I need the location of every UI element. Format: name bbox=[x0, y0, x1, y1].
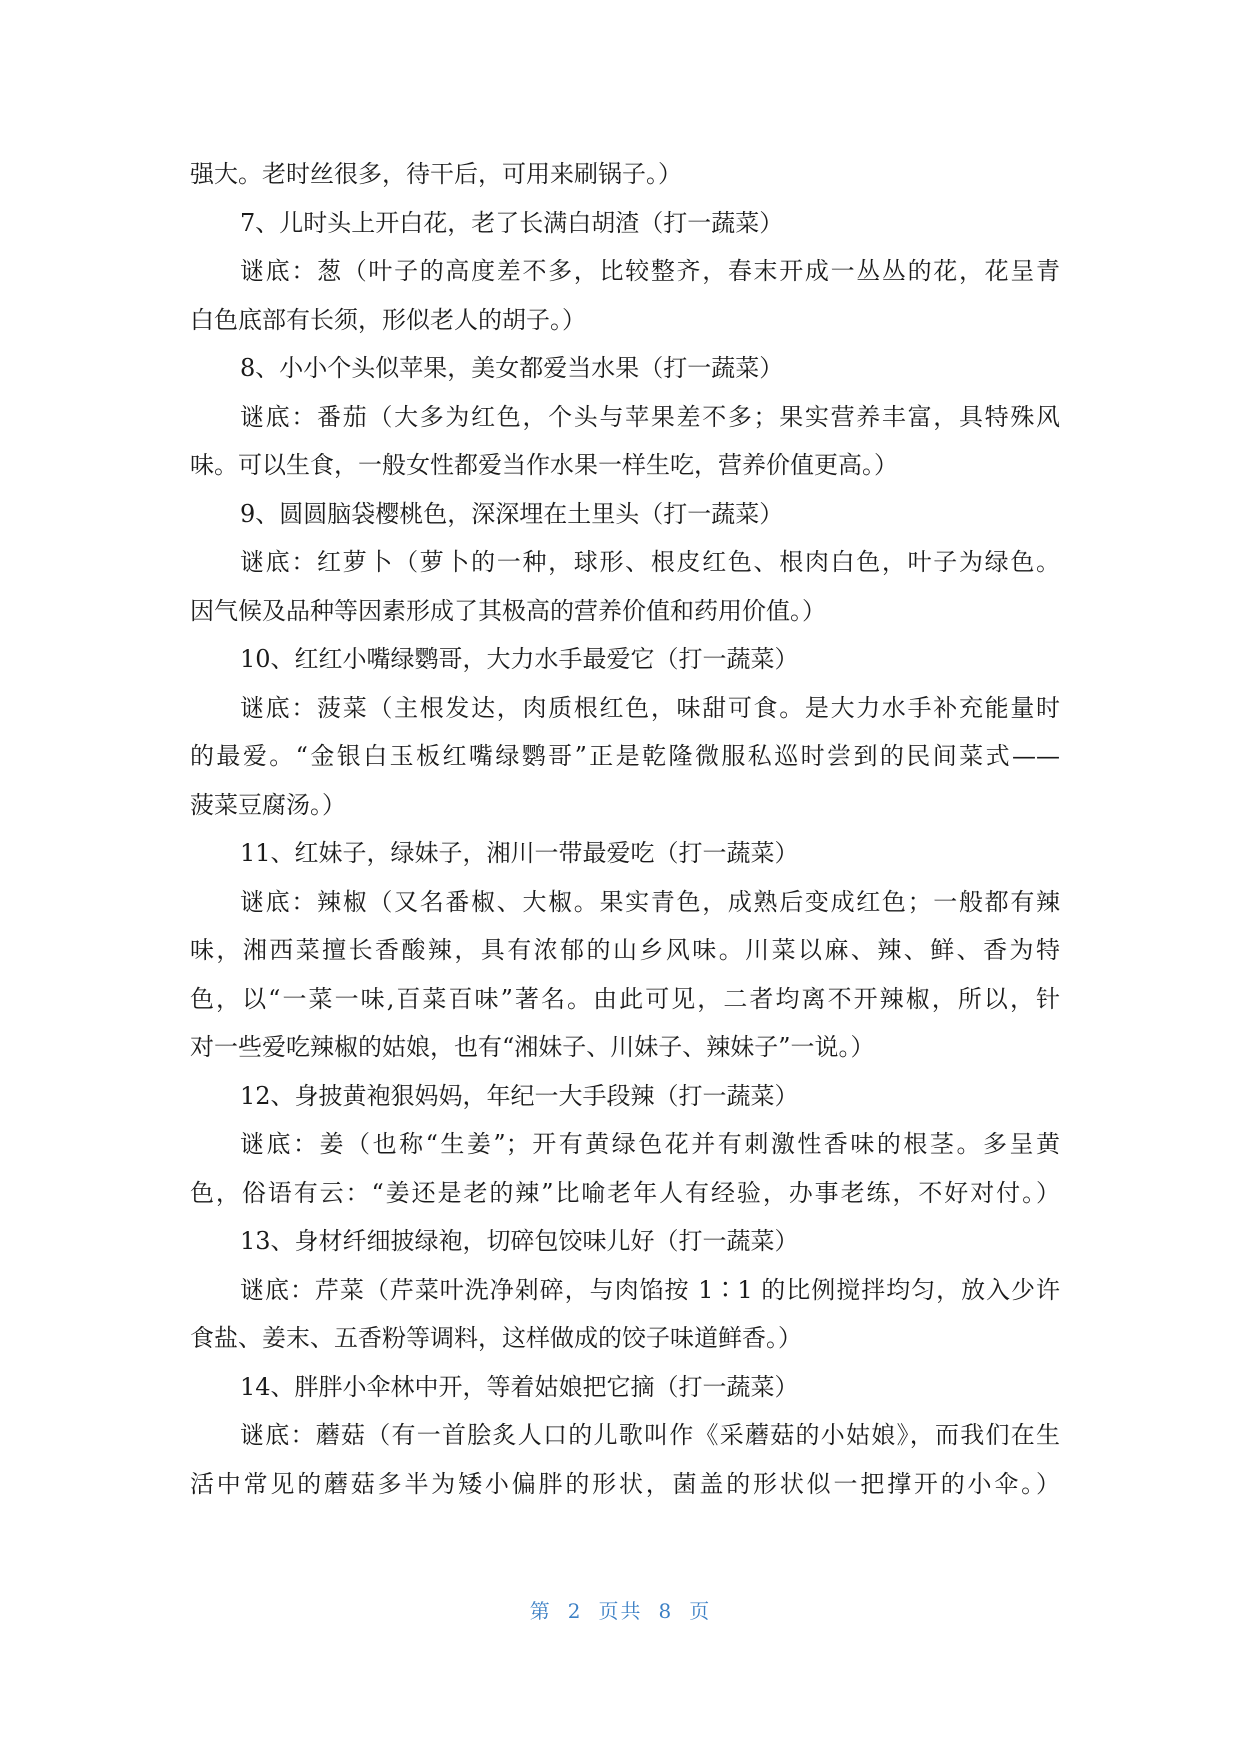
riddle-question: 9、圆圆脑袋樱桃色，深深埋在土里头（打一蔬菜） bbox=[240, 499, 784, 528]
riddle-answer: 谜底：红萝卜（萝卜的一种，球形、根皮红色、根肉白色，叶子为绿色。 bbox=[240, 548, 1060, 576]
page-footer bbox=[0, 1595, 1241, 1624]
footer-suffix: 页 bbox=[689, 1599, 712, 1623]
riddle-question: 10、红红小嘴绿鹦哥，大力水手最爱它（打一蔬菜） bbox=[240, 645, 799, 673]
footer-page-number: 2 bbox=[567, 1599, 583, 1623]
footer-prefix: 第 bbox=[529, 1599, 552, 1623]
footer-middle: 页共 bbox=[598, 1599, 643, 1623]
text-line: 色，以“一菜一味,百菜百味”著名。由此可见，二者均离不开辣椒，所以，针 bbox=[190, 984, 1060, 1013]
riddle-question: 12、身披黄袍狠妈妈，年纪一大手段辣（打一蔬菜） bbox=[240, 1081, 799, 1110]
text-line: 食盐、姜末、五香粉等调料，这样做成的饺子味道鲜香。） bbox=[190, 1324, 802, 1352]
text-line: 白色底部有长须，形似老人的胡子。） bbox=[190, 305, 586, 334]
riddle-question: 14、胖胖小伞林中开，等着姑娘把它摘（打一蔬菜） bbox=[240, 1372, 799, 1401]
riddle-question: 7、儿时头上开白花，老了长满白胡渣（打一蔬菜） bbox=[240, 208, 784, 237]
riddle-question: 8、小小个头似苹果，美女都爱当水果（打一蔬菜） bbox=[240, 354, 784, 382]
text-line: 的最爱。“金银白玉板红嘴绿鹦哥”正是乾隆微服私巡时尝到的民间菜式—— bbox=[190, 742, 1060, 770]
riddle-answer: 谜底：蘑菇（有一首脍炙人口的儿歌叫作《采蘑菇的小姑娘》，而我们在生 bbox=[240, 1421, 1060, 1449]
text-line: 活中常见的蘑菇多半为矮小偏胖的形状，菌盖的形状似一把撑开的小伞。） bbox=[190, 1469, 1060, 1498]
riddle-answer: 谜底：姜（也称“生姜”；开有黄绿色花并有刺激性香味的根茎。多呈黄 bbox=[240, 1130, 1060, 1158]
document-body bbox=[190, 150, 1060, 1508]
riddle-question: 13、身材纤细披绿袍，切碎包饺味儿好（打一蔬菜） bbox=[240, 1227, 799, 1255]
text-line: 对一些爱吃辣椒的姑娘，也有“湘妹子、川妹子、辣妹子”一说。） bbox=[190, 1033, 875, 1061]
riddle-answer: 谜底：辣椒（又名番椒、大椒。果实青色，成熟后变成红色；一般都有辣 bbox=[240, 887, 1060, 916]
text-line: 强大。老时丝很多，待干后，可用来刷锅子。） bbox=[190, 160, 682, 188]
riddle-question: 11、红妹子，绿妹子，湘川一带最爱吃（打一蔬菜） bbox=[240, 839, 799, 867]
text-line: 因气候及品种等因素形成了其极高的营养价值和药用价值。） bbox=[190, 596, 826, 625]
text-line: 味。可以生食，一般女性都爱当作水果一样生吃，营养价值更高。） bbox=[190, 451, 898, 479]
text-line: 色，俗语有云：“姜还是老的辣”比喻老年人有经验，办事老练，不好对付。） bbox=[190, 1178, 1060, 1207]
riddle-answer: 谜底：菠菜（主根发达，肉质根红色，味甜可食。是大力水手补充能量时 bbox=[240, 693, 1060, 722]
text-line: 菠菜豆腐汤。） bbox=[190, 790, 346, 819]
riddle-answer: 谜底：芹菜（芹菜叶洗净剁碎，与肉馅按 1∶1 的比例搅拌均匀，放入少许 bbox=[240, 1275, 1060, 1304]
footer-total-pages: 8 bbox=[658, 1599, 674, 1623]
riddle-answer: 谜底：葱（叶子的高度差不多，比较整齐，春末开成一丛丛的花，花呈青 bbox=[240, 257, 1060, 285]
text-line: 味，湘西菜擅长香酸辣，具有浓郁的山乡风味。川菜以麻、辣、鲜、香为特 bbox=[190, 936, 1060, 964]
riddle-answer: 谜底：番茄（大多为红色，个头与苹果差不多；果实营养丰富，具特殊风 bbox=[240, 402, 1060, 431]
